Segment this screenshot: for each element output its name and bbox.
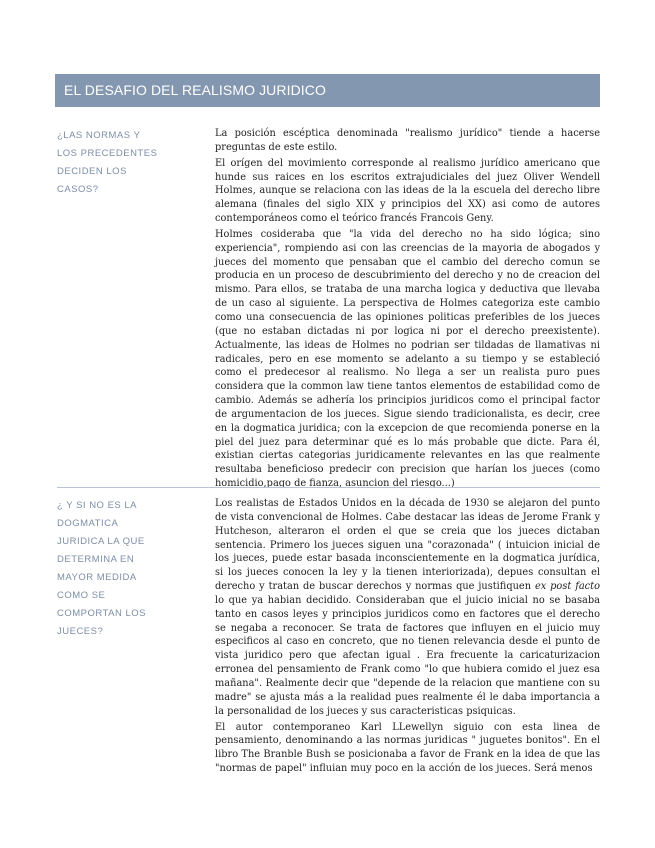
section-1-body <box>215 127 600 493</box>
section-banner <box>55 74 600 107</box>
question-line: ¿ Y SI NO ES LA <box>57 500 138 511</box>
italic-phrase: ex post facto <box>534 581 600 593</box>
question-line: LOS PRECEDENTES <box>57 148 158 159</box>
sidebar-question-1 <box>57 127 157 199</box>
paragraph: La posición escéptica denominada "realismo jurídico" tiende a hacerse preguntas de este estilo. <box>215 128 600 153</box>
question-line: JUECES? <box>57 626 104 637</box>
question-line: MAYOR MEDIDA <box>57 572 137 583</box>
question-line: DECIDEN LOS <box>57 166 127 177</box>
paragraph: El autor contemporaneo Karl LLewellyn siguio con esta linea de pensamiento, denominando a las normas juridicas " juguetes bonitos". En el libro The Branble Bush se posicionaba a favor de Frank en la idea de que las "normas de papel" influian muy poco en la acción de los jueces. Será menos <box>215 721 600 775</box>
section-divider <box>57 487 600 488</box>
paragraph <box>215 497 600 719</box>
paragraph: Holmes cosideraba que "la vida del derecho no ha sido lógica; sino experiencia", rompiendo asi con las creencias de la mayoria de abogados y jueces del momento que pensaban que el cambio del derecho comun se producia en un proceso de descubrimiento del derecho y no de creacion del mismo. Para ellos, se trataba de una marcha logica y deductiva que llevaba de un caso al siguiente. La perspectiva de Holmes categoriza este cambio como una consecuencia de las opiniones politicas preferibles de los jueces (que no estaban dictadas ni por logica ni por el derecho preexistente). Actualmente, las ideas de Holmes no podrian ser tildadas de llamativas ni radicales, pero en ese momento se adelanto a su tiempo y se estableció como el predecesor al realismo. No llega a ser un realista puro pues considera que la common law tiene tantos elementos de estabilidad como de cambio. Además se adhería los principios juridicos como el principal factor de argumentacion de los jueces. Sigue siendo tradicionalista, es decir, cree en la dogmatica juridica; con la excepcion de que recomienda ponerse en la piel del juez para determinar qué es lo más probable que dicte. Para él, existian ciertas categorias juridicamente relevantes en las que realmente resultaba beneficioso predecir con precision que harían los jueces (como homicidio,pago de fianza, asuncion del riesgo...) <box>215 228 600 490</box>
question-line: CASOS? <box>57 184 99 195</box>
section-2-body <box>215 497 600 778</box>
question-line: COMO SE <box>57 590 106 601</box>
question-line: JURIDICA LA QUE <box>57 536 145 547</box>
page-title: EL DESAFIO DEL REALISMO JURIDICO <box>64 82 326 98</box>
paragraph-text: lo que ya habian decidido. Consideraban que el juicio inicial no se basaba tanto en casos leyes y principios juridicos como en factores que el derecho se negaba a reconocer. Se trata de factores que influyen en el juicio muy especificos al caso en concreto, que no tienen relevancia desde el punto de vista juridico pero que afectan igual . Era frecuente la caricaturizacion erronea del pensamiento de Frank como "lo que hubiera comido el juez esa mañana". Realmente decir que "depende de la relacion que mantiene con su madre" se ajusta más a la realidad pues realmente él le daba importancia a la personalidad de los jueces y sus caracteristicas psiquicas. <box>215 594 600 717</box>
question-line: DETERMINA EN <box>57 554 135 565</box>
sidebar-question-2 <box>57 497 157 641</box>
question-line: DOGMATICA <box>57 518 119 529</box>
paragraph-text: Los realistas de Estados Unidos en la década de 1930 se alejaron del punto de vista convencional de Holmes. Cabe destacar las ideas de Jerome Frank y Hutcheson, alteraron el orden el que se creia que los jueces dictaban sentencia. Primero los jueces siguen una "corazonada" ( intuicion inicial de los jueces, puede estar basada inconscientemente en la dogmatica jurídica, si los jueces conocen la ley y la tienen interiorizada), depues consultan el derecho y tratan de buscar derechos y normas que justifiquen <box>215 498 600 593</box>
question-line: COMPORTAN LOS <box>57 608 147 619</box>
question-line: ¿LAS NORMAS Y <box>57 130 141 141</box>
paragraph: El orígen del movimiento corresponde al realismo jurídico americano que hunde sus raices en los escritos extrajudiciales del juez Oliver Wendell Holmes, aunque se relaciona con las ideas de la la escuela del derecho libre alemana (finales del siglo XIX y principios del XX) asi como de autores contemporáneos como el teórico francés Francois Geny. <box>215 157 600 225</box>
